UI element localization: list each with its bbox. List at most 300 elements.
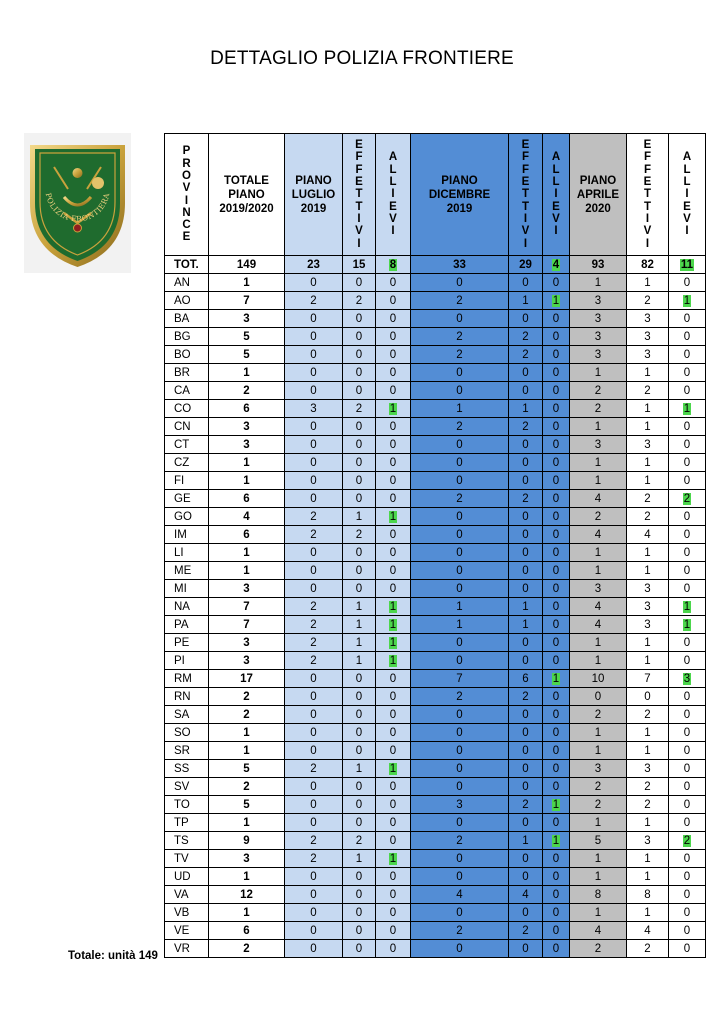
cell-allievi-dicembre — [543, 922, 570, 940]
cell-value: SA — [174, 708, 190, 721]
cell-piano-aprile — [570, 490, 627, 508]
cell-province — [165, 472, 209, 490]
cell-allievi-aprile — [669, 274, 706, 292]
table-row — [165, 598, 706, 616]
cell-allievi-dicembre — [543, 310, 570, 328]
cell-value: 17 — [240, 672, 253, 685]
cell-value: TO — [174, 798, 190, 811]
cell-piano-dicembre — [411, 634, 509, 652]
cell-effettivi-aprile — [627, 868, 669, 886]
cell-allievi-luglio — [376, 400, 411, 418]
table-row — [165, 742, 706, 760]
cell-value: 0 — [522, 510, 529, 523]
cell-value: 0 — [552, 510, 560, 523]
cell-value: 1 — [243, 744, 250, 757]
cell-piano-dicembre — [411, 688, 509, 706]
cell-allievi-luglio — [376, 256, 411, 274]
polizia-frontiera-badge-icon — [24, 133, 131, 273]
cell-effettivi-aprile — [627, 796, 669, 814]
cell-effettivi-luglio — [343, 688, 376, 706]
cell-allievi-luglio — [376, 310, 411, 328]
cell-piano-dicembre — [411, 526, 509, 544]
cell-value: 2 — [310, 636, 317, 649]
cell-value: 6 — [243, 924, 250, 937]
cell-piano-aprile — [570, 346, 627, 364]
cell-value: 0 — [522, 384, 529, 397]
cell-value: 0 — [355, 924, 363, 937]
cell-value: 4 — [456, 888, 463, 901]
cell-effettivi-dicembre — [509, 418, 543, 436]
cell-effettivi-aprile — [627, 436, 669, 454]
cell-value: 0 — [683, 654, 691, 667]
cell-value: TP — [174, 816, 189, 829]
cell-value: 1 — [456, 618, 463, 631]
cell-value: 0 — [522, 870, 529, 883]
cell-value: 4 — [644, 528, 651, 541]
highlighted-value: 4 — [552, 258, 560, 271]
cell-allievi-dicembre — [543, 508, 570, 526]
table-row — [165, 292, 706, 310]
cell-allievi-aprile — [669, 706, 706, 724]
cell-totale — [209, 400, 285, 418]
cell-value: 0 — [456, 384, 463, 397]
cell-effettivi-dicembre — [509, 400, 543, 418]
cell-allievi-aprile — [669, 904, 706, 922]
cell-value: 0 — [310, 438, 317, 451]
cell-effettivi-dicembre — [509, 652, 543, 670]
cell-value: 0 — [683, 546, 691, 559]
cell-allievi-dicembre — [543, 580, 570, 598]
cell-value: 0 — [522, 564, 529, 577]
cell-value: 1 — [644, 276, 651, 289]
cell-value: 0 — [522, 780, 529, 793]
cell-value: 2 — [456, 834, 463, 847]
cell-value: 2 — [355, 294, 363, 307]
cell-value: 0 — [310, 798, 317, 811]
cell-allievi-dicembre — [543, 652, 570, 670]
highlighted-value: 1 — [552, 834, 560, 847]
cell-piano-aprile — [570, 778, 627, 796]
cell-value: 2 — [243, 690, 250, 703]
header-effettivi-luglio — [343, 134, 376, 256]
cell-allievi-luglio — [376, 580, 411, 598]
cell-allievi-luglio — [376, 742, 411, 760]
cell-piano-dicembre — [411, 472, 509, 490]
cell-piano-aprile — [570, 706, 627, 724]
cell-province — [165, 544, 209, 562]
cell-effettivi-dicembre — [509, 580, 543, 598]
cell-effettivi-dicembre — [509, 922, 543, 940]
cell-value: 0 — [310, 312, 317, 325]
cell-allievi-aprile — [669, 634, 706, 652]
cell-value: 0 — [355, 348, 363, 361]
cell-province — [165, 562, 209, 580]
cell-totale — [209, 706, 285, 724]
cell-piano-aprile — [570, 652, 627, 670]
cell-piano-aprile — [570, 616, 627, 634]
header-effettivi-dicembre — [509, 134, 543, 256]
cell-allievi-luglio — [376, 454, 411, 472]
cell-value: 23 — [307, 258, 320, 271]
cell-value: 0 — [310, 420, 317, 433]
cell-totale — [209, 598, 285, 616]
cell-value: 0 — [552, 816, 560, 829]
cell-value: 0 — [456, 528, 463, 541]
cell-value: 0 — [683, 312, 691, 325]
cell-value: 0 — [456, 906, 463, 919]
cell-piano-dicembre — [411, 616, 509, 634]
cell-effettivi-dicembre — [509, 490, 543, 508]
cell-piano-dicembre — [411, 940, 509, 958]
cell-value: 0 — [552, 312, 560, 325]
cell-value: 0 — [683, 456, 691, 469]
cell-allievi-luglio — [376, 346, 411, 364]
frontiera-table — [164, 133, 706, 958]
cell-allievi-dicembre — [543, 544, 570, 562]
cell-effettivi-dicembre — [509, 778, 543, 796]
cell-effettivi-aprile — [627, 886, 669, 904]
table-row — [165, 490, 706, 508]
cell-effettivi-luglio — [343, 364, 376, 382]
cell-province — [165, 490, 209, 508]
cell-allievi-aprile — [669, 508, 706, 526]
cell-value: 3 — [644, 330, 651, 343]
highlighted-value: 8 — [389, 258, 397, 271]
cell-value: 0 — [522, 744, 529, 757]
cell-value: 1 — [644, 870, 651, 883]
cell-value: 1 — [644, 474, 651, 487]
cell-allievi-luglio — [376, 814, 411, 832]
cell-allievi-aprile — [669, 922, 706, 940]
cell-allievi-aprile — [669, 616, 706, 634]
table-row — [165, 724, 706, 742]
cell-value: 1 — [243, 366, 250, 379]
cell-value: 0 — [310, 708, 317, 721]
header-effettivi-luglio-text: E F F E T T I V I — [355, 139, 363, 250]
cell-value: 2 — [644, 294, 651, 307]
cell-allievi-dicembre — [543, 328, 570, 346]
cell-value: 6 — [243, 528, 250, 541]
cell-allievi-luglio — [376, 868, 411, 886]
cell-value: 1 — [243, 906, 250, 919]
cell-effettivi-dicembre — [509, 742, 543, 760]
cell-province — [165, 814, 209, 832]
cell-value: 1 — [243, 546, 250, 559]
cell-province — [165, 796, 209, 814]
cell-value: 6 — [243, 492, 250, 505]
cell-totale — [209, 292, 285, 310]
cell-value: 0 — [552, 546, 560, 559]
cell-province — [165, 886, 209, 904]
cell-effettivi-aprile — [627, 490, 669, 508]
table-row — [165, 382, 706, 400]
cell-piano-luglio — [285, 274, 343, 292]
cell-totale — [209, 634, 285, 652]
cell-value: 0 — [456, 762, 463, 775]
cell-province — [165, 634, 209, 652]
cell-value: 0 — [522, 726, 529, 739]
cell-value: 3 — [644, 762, 651, 775]
cell-piano-luglio — [285, 310, 343, 328]
cell-effettivi-dicembre — [509, 508, 543, 526]
cell-value: 3 — [644, 834, 651, 847]
cell-piano-luglio — [285, 454, 343, 472]
cell-value: 3 — [243, 582, 250, 595]
cell-value: 2 — [243, 780, 250, 793]
cell-value: 0 — [355, 456, 363, 469]
cell-allievi-luglio — [376, 436, 411, 454]
cell-effettivi-luglio — [343, 526, 376, 544]
cell-value: 2 — [456, 420, 463, 433]
highlighted-value: 1 — [389, 636, 397, 649]
cell-piano-luglio — [285, 778, 343, 796]
cell-value: 0 — [522, 708, 529, 721]
cell-value: 0 — [456, 276, 463, 289]
cell-allievi-luglio — [376, 328, 411, 346]
cell-value: 0 — [552, 438, 560, 451]
cell-allievi-luglio — [376, 688, 411, 706]
cell-province — [165, 400, 209, 418]
cell-piano-luglio — [285, 652, 343, 670]
cell-allievi-dicembre — [543, 472, 570, 490]
cell-effettivi-aprile — [627, 922, 669, 940]
cell-value: 2 — [310, 618, 317, 631]
cell-value: 0 — [310, 384, 317, 397]
cell-value: CZ — [174, 456, 190, 469]
table-row — [165, 940, 706, 958]
table-row — [165, 652, 706, 670]
cell-totale — [209, 814, 285, 832]
cell-effettivi-luglio — [343, 742, 376, 760]
cell-totale — [209, 688, 285, 706]
cell-value: 2 — [522, 348, 529, 361]
cell-totale — [209, 850, 285, 868]
cell-piano-luglio — [285, 796, 343, 814]
cell-piano-aprile — [570, 436, 627, 454]
cell-value: 2 — [310, 852, 317, 865]
cell-allievi-luglio — [376, 598, 411, 616]
table-row — [165, 850, 706, 868]
highlighted-value: 1 — [683, 600, 691, 613]
cell-value: 0 — [683, 474, 691, 487]
cell-effettivi-dicembre — [509, 868, 543, 886]
cell-value: 2 — [594, 780, 602, 793]
cell-effettivi-luglio — [343, 472, 376, 490]
cell-piano-aprile — [570, 688, 627, 706]
cell-effettivi-aprile — [627, 382, 669, 400]
cell-effettivi-luglio — [343, 814, 376, 832]
highlighted-value: 1 — [389, 618, 397, 631]
cell-value: 0 — [456, 546, 463, 559]
cell-effettivi-aprile — [627, 652, 669, 670]
cell-value: 0 — [683, 384, 691, 397]
cell-value: 0 — [552, 708, 560, 721]
cell-allievi-aprile — [669, 814, 706, 832]
cell-effettivi-luglio — [343, 616, 376, 634]
cell-value: 8 — [644, 888, 651, 901]
cell-value: CN — [174, 420, 191, 433]
cell-value: 0 — [310, 564, 317, 577]
header-province — [165, 134, 209, 256]
cell-value: GE — [174, 492, 191, 505]
cell-value: 2 — [594, 510, 602, 523]
cell-value: 1 — [355, 510, 363, 523]
cell-allievi-luglio — [376, 724, 411, 742]
cell-province — [165, 922, 209, 940]
cell-value: 3 — [243, 312, 250, 325]
cell-totale — [209, 580, 285, 598]
cell-value: 12 — [240, 888, 253, 901]
table-row — [165, 706, 706, 724]
cell-piano-luglio — [285, 472, 343, 490]
cell-allievi-aprile — [669, 940, 706, 958]
cell-totale — [209, 886, 285, 904]
cell-piano-luglio — [285, 886, 343, 904]
cell-value: 3 — [594, 582, 602, 595]
cell-piano-dicembre — [411, 652, 509, 670]
cell-effettivi-dicembre — [509, 760, 543, 778]
cell-value: 0 — [683, 942, 691, 955]
cell-allievi-dicembre — [543, 634, 570, 652]
cell-piano-aprile — [570, 832, 627, 850]
cell-province — [165, 850, 209, 868]
cell-value: 0 — [552, 618, 560, 631]
cell-value: 7 — [243, 294, 250, 307]
cell-effettivi-aprile — [627, 508, 669, 526]
cell-value: 1 — [522, 618, 529, 631]
cell-effettivi-luglio — [343, 508, 376, 526]
cell-value: 0 — [310, 906, 317, 919]
cell-value: 1 — [644, 402, 651, 415]
cell-effettivi-luglio — [343, 778, 376, 796]
cell-totale — [209, 364, 285, 382]
cell-value: FI — [174, 474, 185, 487]
cell-province — [165, 382, 209, 400]
cell-value: 0 — [456, 726, 463, 739]
cell-value: 0 — [552, 582, 560, 595]
table-row — [165, 760, 706, 778]
cell-piano-aprile — [570, 868, 627, 886]
cell-value: 3 — [644, 312, 651, 325]
cell-allievi-aprile — [669, 328, 706, 346]
cell-allievi-aprile — [669, 724, 706, 742]
cell-effettivi-dicembre — [509, 724, 543, 742]
cell-value: 1 — [456, 402, 463, 415]
cell-effettivi-luglio — [343, 868, 376, 886]
cell-allievi-luglio — [376, 418, 411, 436]
highlighted-value: 11 — [680, 258, 694, 271]
cell-value: 1 — [644, 636, 651, 649]
cell-value: 1 — [355, 762, 363, 775]
cell-value: 0 — [389, 924, 397, 937]
cell-value: 1 — [594, 852, 602, 865]
cell-allievi-dicembre — [543, 670, 570, 688]
cell-allievi-dicembre — [543, 490, 570, 508]
cell-piano-aprile — [570, 904, 627, 922]
cell-value: 0 — [389, 942, 397, 955]
cell-effettivi-luglio — [343, 940, 376, 958]
cell-value: 0 — [683, 780, 691, 793]
cell-effettivi-dicembre — [509, 670, 543, 688]
cell-allievi-luglio — [376, 832, 411, 850]
highlighted-value: 1 — [683, 294, 691, 307]
cell-value: 0 — [552, 366, 560, 379]
cell-value: 0 — [355, 744, 363, 757]
cell-piano-dicembre — [411, 436, 509, 454]
cell-value: 0 — [552, 564, 560, 577]
cell-allievi-dicembre — [543, 436, 570, 454]
cell-effettivi-aprile — [627, 256, 669, 274]
cell-value: 0 — [456, 366, 463, 379]
cell-value: 4 — [594, 528, 602, 541]
cell-effettivi-dicembre — [509, 256, 543, 274]
cell-piano-dicembre — [411, 292, 509, 310]
cell-effettivi-dicembre — [509, 688, 543, 706]
cell-value: 0 — [522, 276, 529, 289]
cell-value: 0 — [355, 798, 363, 811]
cell-value: PA — [174, 618, 189, 631]
cell-totale — [209, 328, 285, 346]
cell-value: 2 — [522, 924, 529, 937]
cell-allievi-aprile — [669, 742, 706, 760]
cell-value: 6 — [522, 672, 529, 685]
cell-totale — [209, 616, 285, 634]
cell-province — [165, 940, 209, 958]
cell-value: 1 — [644, 726, 651, 739]
cell-piano-luglio — [285, 400, 343, 418]
cell-value: 0 — [683, 276, 691, 289]
table-row — [165, 814, 706, 832]
cell-piano-aprile — [570, 562, 627, 580]
logo-text: POLIZIA FRONTIERA — [43, 191, 112, 224]
cell-value: 0 — [552, 906, 560, 919]
cell-effettivi-luglio — [343, 454, 376, 472]
cell-piano-aprile — [570, 274, 627, 292]
cell-value: 0 — [355, 942, 363, 955]
cell-province — [165, 778, 209, 796]
cell-totale — [209, 454, 285, 472]
cell-effettivi-aprile — [627, 454, 669, 472]
cell-value: 0 — [310, 474, 317, 487]
cell-value: 0 — [389, 492, 397, 505]
cell-value: 1 — [594, 276, 602, 289]
cell-piano-luglio — [285, 562, 343, 580]
cell-value: 0 — [389, 870, 397, 883]
cell-effettivi-luglio — [343, 346, 376, 364]
cell-value: 0 — [683, 528, 691, 541]
cell-value: 0 — [389, 744, 397, 757]
cell-value: 0 — [552, 420, 560, 433]
cell-value: 2 — [522, 492, 529, 505]
cell-value: 2 — [243, 942, 250, 955]
cell-value: 1 — [644, 654, 651, 667]
cell-piano-dicembre — [411, 760, 509, 778]
cell-value: 0 — [389, 366, 397, 379]
cell-value: 0 — [552, 888, 560, 901]
cell-value: BO — [174, 348, 191, 361]
cell-allievi-luglio — [376, 922, 411, 940]
cell-value: 9 — [243, 834, 250, 847]
cell-value: 3 — [594, 294, 602, 307]
cell-value: 0 — [389, 906, 397, 919]
cell-value: 0 — [522, 546, 529, 559]
cell-piano-luglio — [285, 832, 343, 850]
cell-allievi-dicembre — [543, 904, 570, 922]
cell-effettivi-aprile — [627, 346, 669, 364]
cell-allievi-luglio — [376, 508, 411, 526]
cell-totale — [209, 652, 285, 670]
cell-province — [165, 292, 209, 310]
